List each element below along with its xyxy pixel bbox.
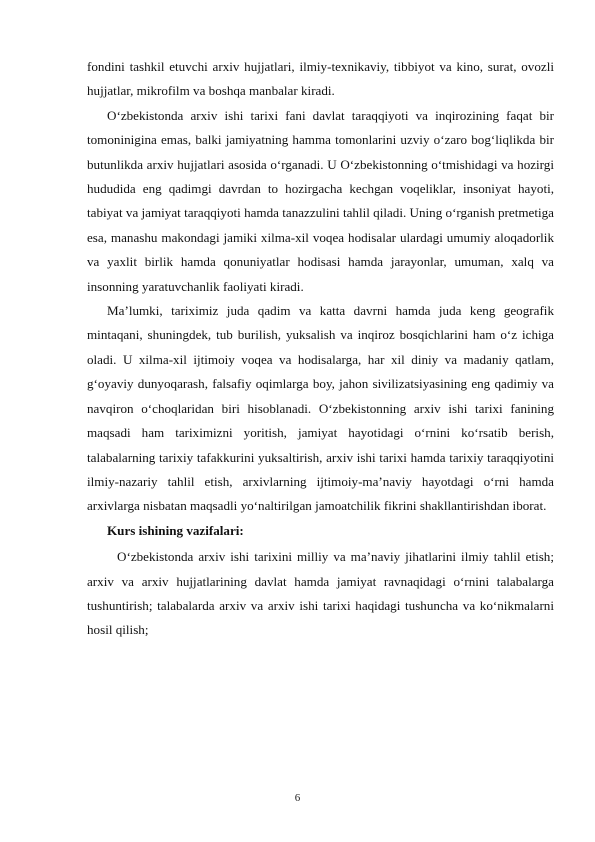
paragraph-archive-history: O‘zbekistonda arxiv ishi tarixi fani davlat taraqqiyoti va inqirozining faqat bir tomoninigina emas, balki jamiyatning hamma tomonlarini uzviy o‘zaro bog‘liqlikda bir butunlikda arxiv hujjatlari asosida o‘rganadi. U O‘zbekistonning o‘tmishidagi va hozirgi hududida eng qadimgi davrdan to hozirgacha kechgan voqeliklar, insoniyat hayoti, tabiyat va jamiyat taraqqiyoti hamda tanazzulini tahlil qiladi. Uning o‘rganish pretmetiga esa, manashu makondagi jamiki xilma-xil voqea hodisalar ulardagi umumiy aloqadorlik va yaxlit birlik hamda qonuniyatlar hodisasi hamda jarayonlar, umuman, xalq va insonning yaratuvchanlik faoliyati kiradi. <box>87 107 554 294</box>
paragraph-continuation: fondini tashkil etuvchi arxiv hujjatlari, ilmiy-texnikaviy, tibbiyot va kino, surat, ovozli hujjatlar, mikrofilm va boshqa manbalar kiradi. <box>87 59 554 99</box>
section-heading: Kurs ishining vazifalari: <box>107 522 244 538</box>
body-text <box>87 55 554 643</box>
paragraph-history-goal: Ma’lumki, tariximiz juda qadim va katta davrni hamda juda keng geografik mintaqani, shuningdek, tub burilish, yuksalish va inqiroz bosqichlarini ham o‘z ichiga oladi. U xilma-xil ijtimoiy voqea va hodisalarga, har xil diniy va madaniy qatlam, g‘oyaviy dunyoqarash, falsafiy oqimlarga boy, jahon sivilizatsiyasining eng qadimiy va navqiron o‘choqlaridan biri hisoblanadi. O‘zbekistonning arxiv ishi tarixi fanining maqsadi ham tariximizni yoritish, jamiyat hayotidagi o‘rnini ko‘rsatib berish, talabalarning tarixiy tafakkurini yuksaltirish, arxiv ishi tarixi hamda tarixiy taraqqiyotini ilmiy-nazariy tahlil etish, arxivlarning ijtimoiy-ma’naviy hayotdagi o‘rni hamda arxivlarga nisbatan maqsadli yo‘naltirilgan jamoatchilik fikrini shakllantirishdan iborat. <box>87 303 554 514</box>
page-number: 6 <box>294 792 301 804</box>
paragraph-tasks: O‘zbekistonda arxiv ishi tarixini milliy va ma’naviy jihatlarini ilmiy tahlil etish; arxiv va arxiv hujjatlarining davlat hamda jamiyat ravnaqidagi o‘rnini talabalarga tushuntirish; talabalarda arxiv va arxiv ishi tarixi haqidagi tushuncha va ko‘nikmalarni hosil qilish; <box>87 549 554 638</box>
